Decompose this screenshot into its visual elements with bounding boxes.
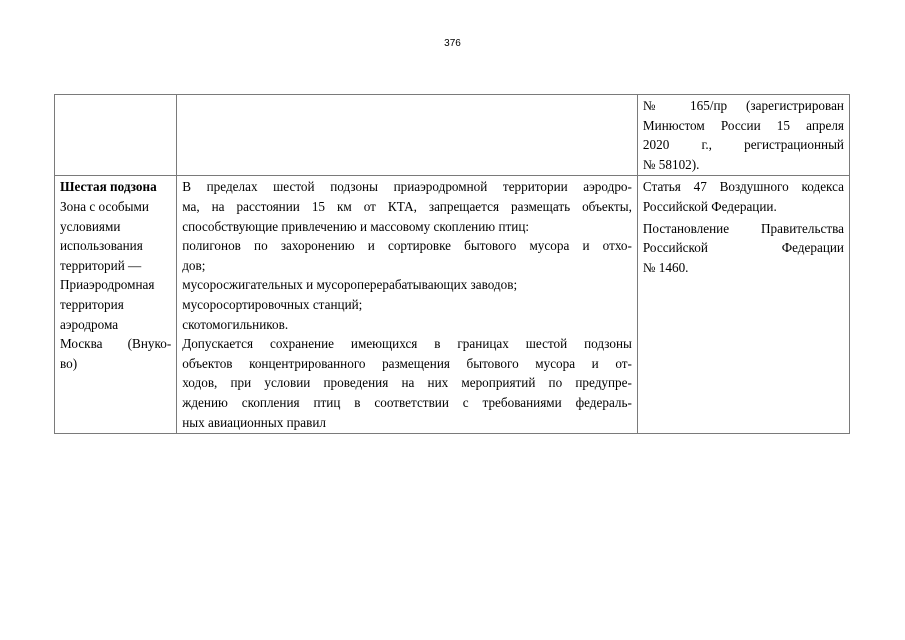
zone-description-line: во) xyxy=(60,355,78,371)
restriction-line: полигонов по захоронению и сортировке бытового мусора и отхо- xyxy=(182,238,632,254)
zone-description-line: использования xyxy=(60,238,143,254)
restriction-line: Допускается сохранение имеющихся в границах шестой подзоны xyxy=(182,336,632,352)
restriction-line: мусоросортировочных станций; xyxy=(182,296,363,312)
restriction-line: ждению скопления птиц в соответствии с требованиями федераль- xyxy=(182,394,632,410)
legal-basis-line: Статья 47 Воздушного кодекса xyxy=(642,179,844,195)
row1-cell-zone xyxy=(55,95,177,176)
zone-description-line: условиями xyxy=(60,218,121,234)
zone-description-line: Приаэродромная xyxy=(60,277,155,293)
page-number: 376 xyxy=(444,38,461,49)
zone-description-line: территория xyxy=(60,296,124,312)
legal-basis-line: Постановление Правительства xyxy=(642,220,844,236)
legal-basis-line: Минюстом России 15 апреля xyxy=(642,117,844,133)
legal-basis-line: № 58102). xyxy=(642,156,700,172)
zone-description-line: Москва (Внуко- xyxy=(60,336,172,352)
table-row xyxy=(55,176,850,434)
row2-cell-restrictions xyxy=(177,176,638,434)
restriction-line: дов; xyxy=(182,257,206,273)
legal-basis-line: Российской Федерации xyxy=(642,240,844,256)
row1-cell-legal-basis xyxy=(637,95,849,176)
restriction-line: объектов концентрированного размещения бытового мусора и от- xyxy=(182,355,632,371)
zone-description-line: Зона с особыми xyxy=(60,198,149,214)
zone-description-line: территорий — xyxy=(60,257,142,273)
row2-cell-legal-basis xyxy=(637,176,849,434)
row2-cell-zone xyxy=(55,176,177,434)
legal-basis-line: 2020 г., регистрационный xyxy=(642,137,844,153)
restriction-line: ходов, при условии проведения на них мероприятий по предупре- xyxy=(182,375,632,391)
restriction-line: способствующие привлечению и массовому скоплению птиц: xyxy=(182,218,530,234)
restriction-line: мусоросжигательных и мусороперерабатывающих заводов; xyxy=(182,277,518,293)
restriction-line: ных авиационных правил xyxy=(182,414,326,430)
legal-basis-line: Российской Федерации. xyxy=(642,198,777,214)
zone-title: Шестая подзона xyxy=(60,179,157,195)
row1-cell-restrictions xyxy=(177,95,638,176)
zone-table xyxy=(54,94,850,434)
legal-basis-line: № 1460. xyxy=(642,259,689,275)
table-row xyxy=(55,95,850,176)
legal-basis-line: № 165/пр (зарегистрирован xyxy=(642,98,844,113)
zone-description-line: аэродрома xyxy=(60,316,119,332)
restriction-line: скотомогильников. xyxy=(182,316,289,332)
restriction-line: ма, на расстоянии 15 км от КТА, запрещается размещать объекты, xyxy=(182,198,632,214)
restriction-line: В пределах шестой подзоны приаэродромной территории аэродро- xyxy=(182,179,632,195)
